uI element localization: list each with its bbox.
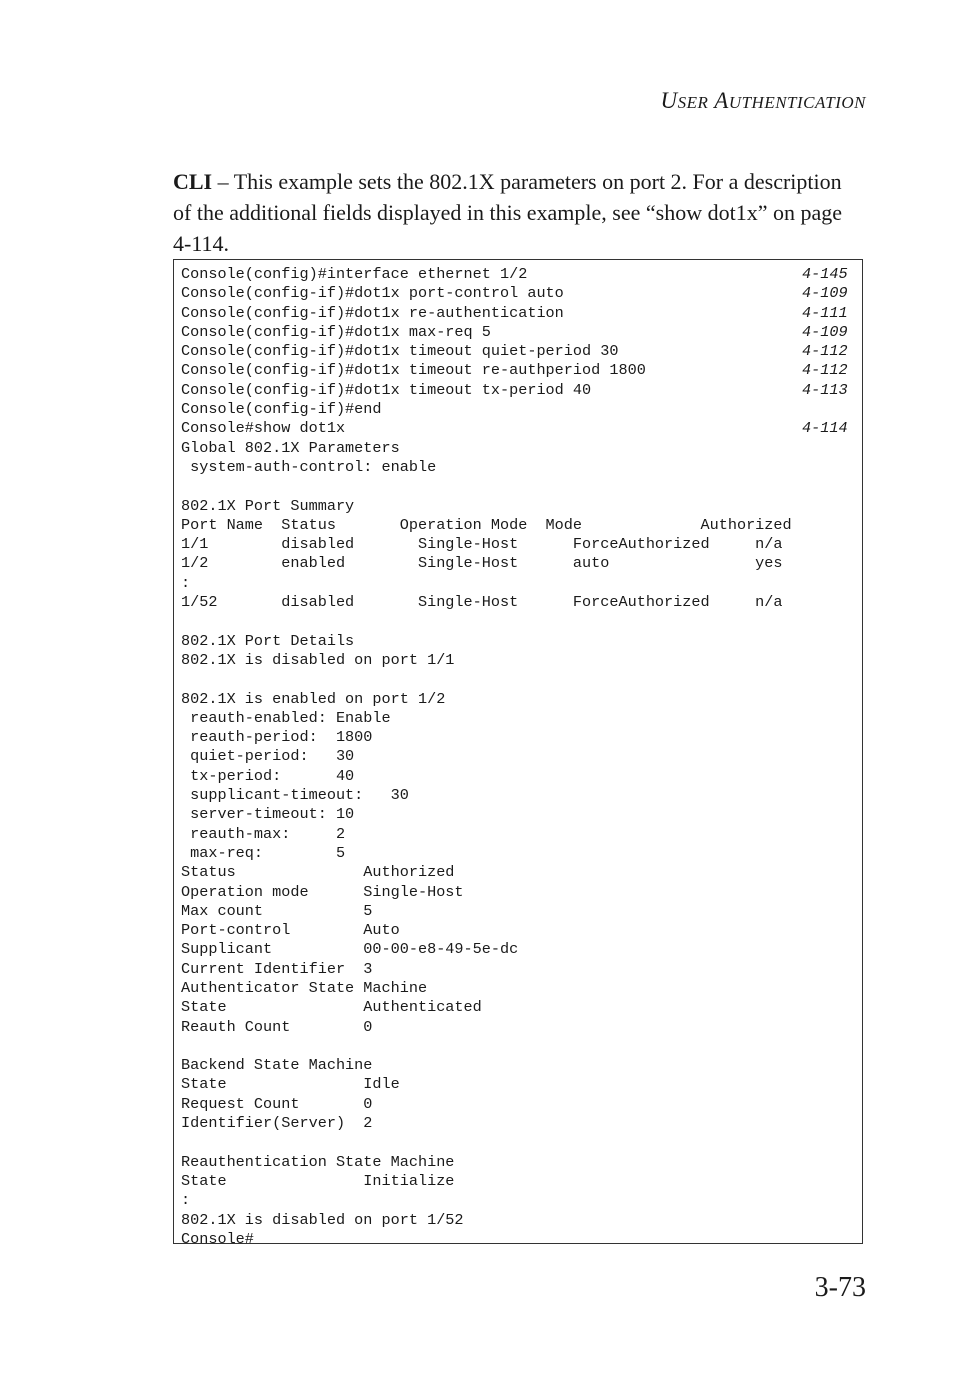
intro-paragraph <box>173 166 853 259</box>
page-ref <box>802 400 848 419</box>
code-line: reauth-max: 2 <box>181 824 346 843</box>
code-line: supplicant-timeout: 30 <box>181 786 409 805</box>
code-line: 802.1X is disabled on port 1/52 <box>181 1210 464 1229</box>
code-line: Operation mode Single-Host <box>181 882 464 901</box>
code-line: 1/52 disabled Single-Host ForceAuthorized n/a <box>181 593 783 612</box>
code-line: Identifier(Server) 2 <box>181 1114 373 1133</box>
page-ref: 4-112 <box>802 342 848 361</box>
code-line: max-req: 5 <box>181 843 346 862</box>
code-line: 802.1X Port Summary <box>181 496 355 515</box>
page-number: 3-73 <box>814 1272 866 1303</box>
code-line: 802.1X is disabled on port 1/1 <box>181 650 455 669</box>
code-line: Console(config-if)#dot1x port-control auto <box>181 284 564 303</box>
code-line: Console(config-if)#dot1x max-req 5 <box>181 322 491 341</box>
page-ref: 4-109 <box>802 322 848 341</box>
page-ref: 4-114 <box>802 419 848 438</box>
code-line: Console(config-if)#dot1x timeout quiet-period 30 <box>181 342 619 361</box>
code-line: quiet-period: 30 <box>181 747 355 766</box>
code-line: Status Authorized <box>181 863 455 882</box>
code-line: Max count 5 <box>181 901 373 920</box>
code-line: Reauthentication State Machine <box>181 1152 455 1171</box>
code-line: Console(config-if)#dot1x re-authentication <box>181 303 564 322</box>
page-ref: 4-111 <box>802 303 848 322</box>
code-line: reauth-enabled: Enable <box>181 708 391 727</box>
code-line: Global 802.1X Parameters <box>181 438 400 457</box>
code-line: Port Name Status Operation Mode Mode Authorized <box>181 515 792 534</box>
intro-text: – This example sets the 802.1X parameters on port 2. For a description of the additional fields displayed in this example, see “show dot1x” on page 4-114. <box>173 169 843 256</box>
cli-code-listing <box>181 265 792 1249</box>
code-line: State Initialize <box>181 1171 455 1190</box>
code-line: Port-control Auto <box>181 921 400 940</box>
code-line: : <box>181 573 191 592</box>
code-line: Current Identifier 3 <box>181 959 373 978</box>
code-line: 1/2 enabled Single-Host auto yes <box>181 554 783 573</box>
code-line: State Authenticated <box>181 998 482 1017</box>
code-line: State Idle <box>181 1075 400 1094</box>
code-line: Console#show dot1x <box>181 419 346 438</box>
code-line: Authenticator State Machine <box>181 978 428 997</box>
code-line: Reauth Count 0 <box>181 1017 373 1036</box>
code-line: system-auth-control: enable <box>181 457 437 476</box>
cli-label: CLI <box>173 169 213 194</box>
code-line: tx-period: 40 <box>181 766 355 785</box>
code-line: 1/1 disabled Single-Host ForceAuthorized n/a <box>181 535 783 554</box>
code-line: Console(config-if)#end <box>181 400 382 419</box>
page-ref: 4-113 <box>802 380 848 399</box>
code-line: : <box>181 1191 191 1210</box>
code-line: Console(config-if)#dot1x timeout re-authperiod 1800 <box>181 361 646 380</box>
code-line: Supplicant 00-00-e8-49-5e-dc <box>181 940 519 959</box>
page-ref: 4-112 <box>802 361 848 380</box>
command-page-references <box>802 265 848 439</box>
code-line: Backend State Machine <box>181 1056 373 1075</box>
code-line: Request Count 0 <box>181 1094 373 1113</box>
code-line: reauth-period: 1800 <box>181 728 373 747</box>
code-line: 802.1X Port Details <box>181 631 355 650</box>
code-line: Console(config-if)#dot1x timeout tx-period 40 <box>181 380 592 399</box>
code-line: server-timeout: 10 <box>181 805 355 824</box>
code-line: 802.1X is enabled on port 1/2 <box>181 689 446 708</box>
code-line: Console(config)#interface ethernet 1/2 <box>181 265 528 283</box>
running-header: USER AUTHENTICATION <box>660 88 866 113</box>
page-ref: 4-109 <box>802 284 848 303</box>
cli-example-box <box>173 259 863 1248</box>
page-ref: 4-145 <box>802 265 848 283</box>
code-line: Console# <box>181 1229 254 1248</box>
